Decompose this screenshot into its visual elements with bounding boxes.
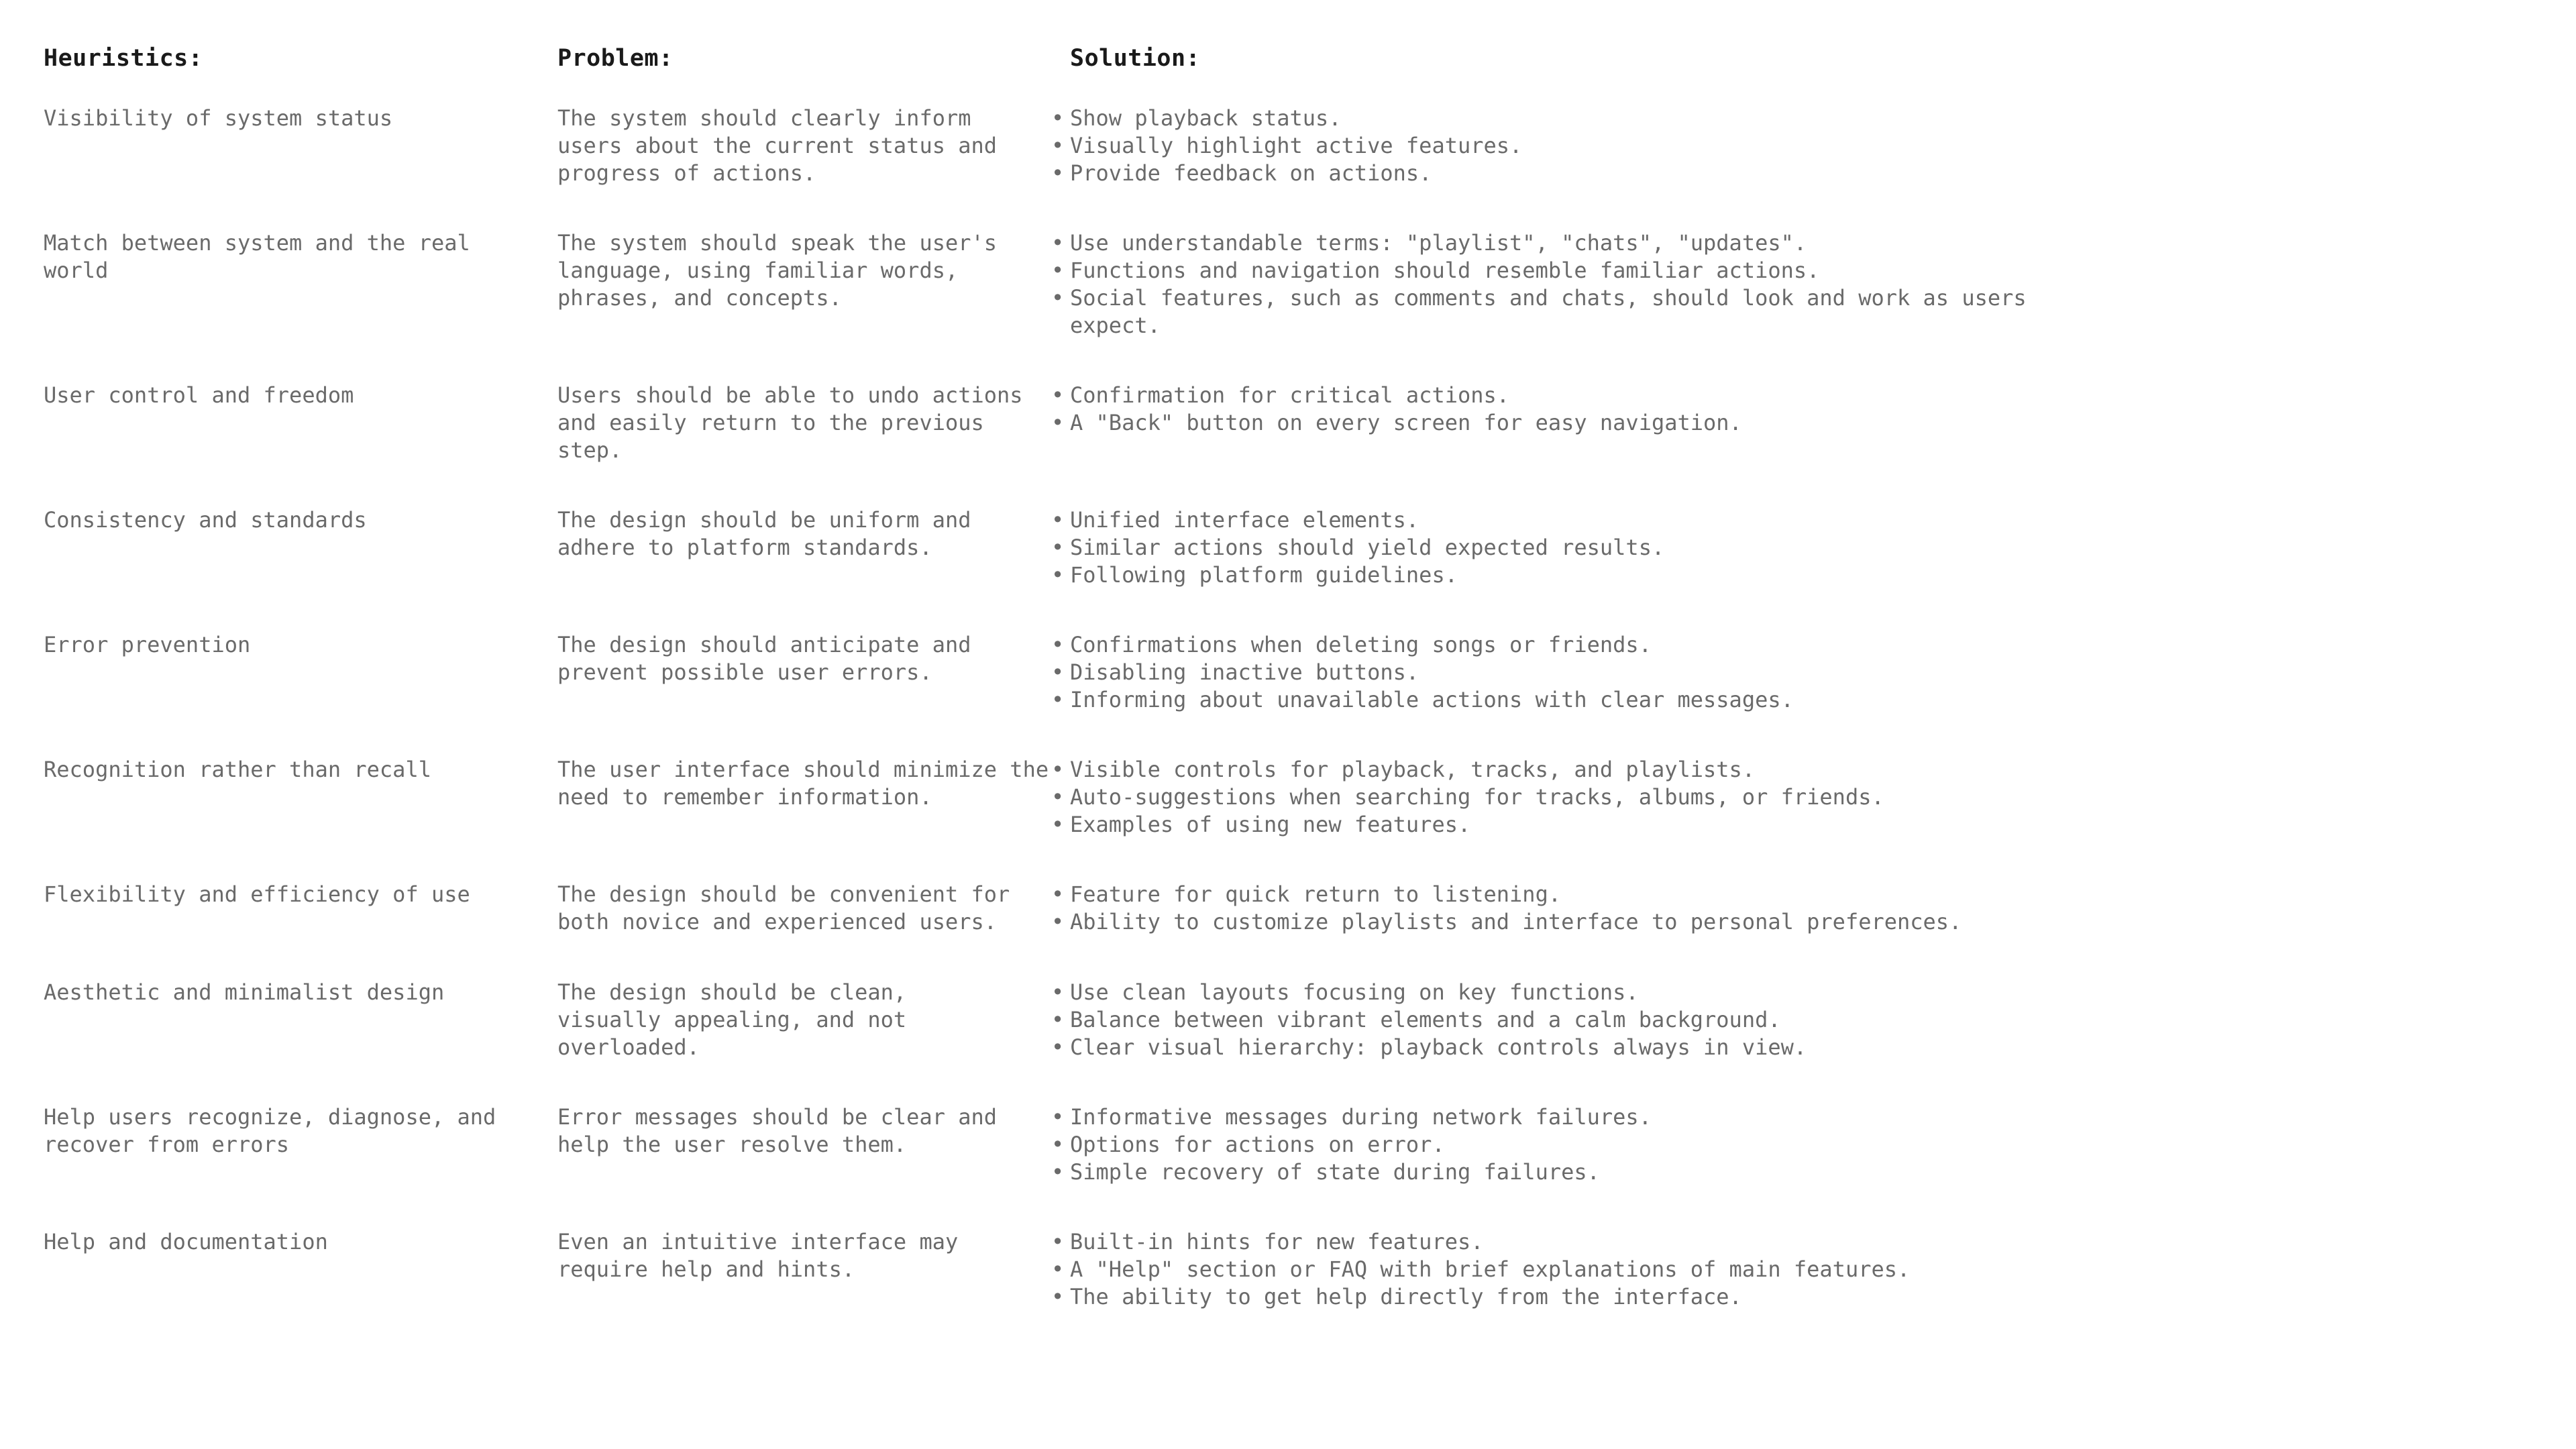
solution-list — [1070, 105, 2123, 187]
solution-item: • Balance between vibrant elements and a calm background. — [1070, 1006, 2123, 1034]
heuristic-cell: Recognition rather than recall — [44, 757, 431, 782]
solution-item: • Examples of using new features. — [1070, 811, 2123, 839]
solution-item: • The ability to get help directly from the interface. — [1070, 1283, 2123, 1311]
heuristic-cell: Match between system and the real world — [44, 230, 470, 283]
problem-cell: The design should be uniform and adhere to platform standards. — [557, 507, 971, 560]
solution-item: • Clear visual hierarchy: playback controls always in view. — [1070, 1034, 2123, 1061]
table-row — [44, 382, 2123, 506]
problem-cell: The design should be clean, visually appealing, and not overloaded. — [557, 979, 907, 1060]
solution-item: • Provide feedback on actions. — [1070, 160, 2123, 187]
solution-item: • Use clean layouts focusing on key functions. — [1070, 979, 2123, 1006]
solution-list — [1070, 506, 2123, 589]
heuristic-cell: Visibility of system status — [44, 105, 393, 131]
solution-header: Solution: — [1070, 45, 1201, 72]
problem-cell: The design should anticipate and prevent possible user errors. — [557, 632, 971, 685]
table-row — [44, 229, 2123, 382]
heuristics-table — [44, 39, 2123, 1353]
solution-list — [1070, 229, 2076, 339]
table-row — [44, 506, 2123, 631]
solution-item: • Confirmations when deleting songs or friends. — [1070, 631, 2123, 659]
solution-item: • Feature for quick return to listening. — [1070, 881, 2123, 908]
solution-list — [1070, 382, 2123, 437]
problem-cell: Users should be able to undo actions and easily return to the previous step. — [557, 382, 1023, 463]
solution-item: • Show playback status. — [1070, 105, 2123, 132]
heuristic-cell: Help and documentation — [44, 1229, 328, 1254]
header-row — [44, 39, 2123, 78]
solution-list — [1070, 1228, 2123, 1311]
solution-list — [1070, 881, 2123, 936]
solution-list — [1070, 1104, 2123, 1186]
solution-item: • Confirmation for critical actions. — [1070, 382, 2123, 409]
solution-item: • Options for actions on error. — [1070, 1131, 2123, 1159]
solution-item: • Use understandable terms: "playlist", "chats", "updates". — [1070, 229, 2076, 257]
solution-item: • Built-in hints for new features. — [1070, 1228, 2123, 1256]
solution-item: • Informing about unavailable actions with clear messages. — [1070, 686, 2123, 714]
solution-item: • Informative messages during network failures. — [1070, 1104, 2123, 1131]
solution-list — [1070, 979, 2123, 1061]
problem-cell: The system should speak the user's language, using familiar words, phrases, and concepts. — [557, 230, 998, 311]
heuristic-cell: User control and freedom — [44, 382, 354, 408]
solution-item: • Auto-suggestions when searching for tracks, albums, or friends. — [1070, 784, 2123, 811]
problem-cell: The design should be convenient for both novice and experienced users. — [557, 881, 1010, 934]
table-row — [44, 756, 2123, 881]
problem-cell: The system should clearly inform users about the current status and progress of actions. — [557, 105, 998, 186]
table-row — [44, 1104, 2123, 1228]
heuristic-cell: Consistency and standards — [44, 507, 367, 533]
solution-item: • Disabling inactive buttons. — [1070, 659, 2123, 686]
table-row — [44, 105, 2123, 229]
heuristic-cell: Error prevention — [44, 632, 251, 657]
solution-item: • A "Help" section or FAQ with brief explanations of main features. — [1070, 1256, 2123, 1283]
solution-list — [1070, 756, 2123, 839]
solution-list — [1070, 631, 2123, 714]
solution-item: • Social features, such as comments and chats, should look and work as users expect. — [1070, 284, 2076, 339]
heuristic-cell: Aesthetic and minimalist design — [44, 979, 445, 1005]
solution-item: • Visually highlight active features. — [1070, 132, 2123, 160]
solution-item: • Simple recovery of state during failures. — [1070, 1159, 2123, 1186]
solution-item: • Following platform guidelines. — [1070, 561, 2123, 589]
solution-item: • Visible controls for playback, tracks, and playlists. — [1070, 756, 2123, 784]
heuristics-header: Heuristics: — [44, 45, 203, 72]
solution-item: • Similar actions should yield expected results. — [1070, 534, 2123, 561]
solution-item: • Unified interface elements. — [1070, 506, 2123, 534]
solution-item: • A "Back" button on every screen for easy navigation. — [1070, 409, 2123, 437]
problem-cell: The user interface should minimize the need to remember information. — [557, 757, 1049, 810]
problem-cell: Error messages should be clear and help the user resolve them. — [557, 1104, 998, 1157]
problem-header: Problem: — [557, 45, 674, 72]
table-row — [44, 631, 2123, 756]
heuristic-cell: Help users recognize, diagnose, and recover from errors — [44, 1104, 496, 1157]
table-row — [44, 979, 2123, 1104]
table-row — [44, 881, 2123, 979]
table-row — [44, 1228, 2123, 1353]
solution-item: • Functions and navigation should resemble familiar actions. — [1070, 257, 2076, 284]
problem-cell: Even an intuitive interface may require help and hints. — [557, 1229, 959, 1282]
solution-item: • Ability to customize playlists and interface to personal preferences. — [1070, 908, 2123, 936]
heuristic-cell: Flexibility and efficiency of use — [44, 881, 470, 907]
